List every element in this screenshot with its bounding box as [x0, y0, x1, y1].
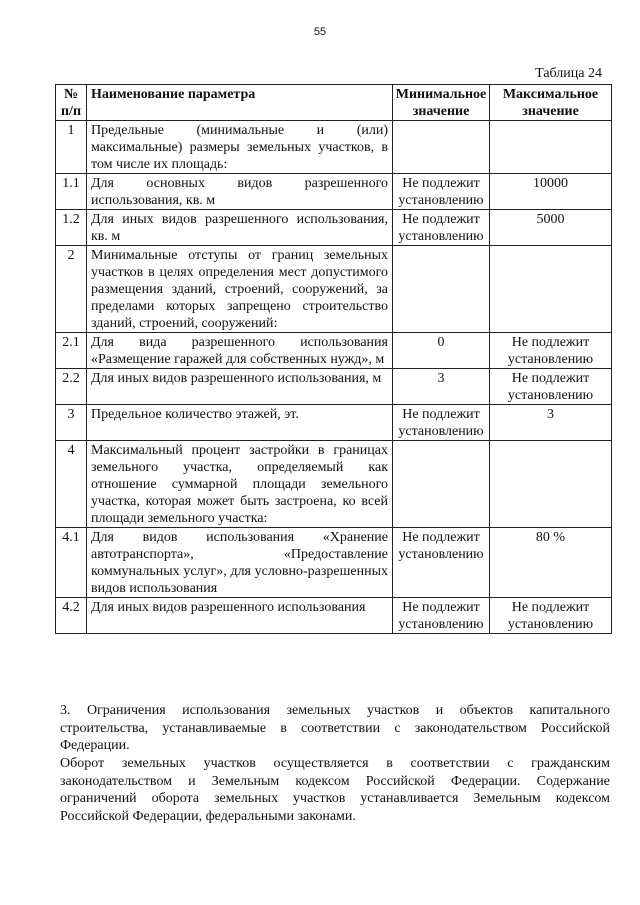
row-name: Для видов использования «Хранение автотранспорта», «Предоставление коммунальных услуг», для условно-разрешенных видов использования	[87, 528, 393, 598]
row-max	[490, 246, 612, 333]
row-num: 2	[56, 246, 87, 333]
header-max: Максимальное значение	[490, 85, 612, 121]
row-min: Не подлежит установлению	[393, 598, 490, 634]
row-min: Не подлежит установлению	[393, 528, 490, 598]
row-name: Для иных видов разрешенного использования	[87, 598, 393, 634]
table-row	[56, 369, 612, 405]
header-num: № п/п	[56, 85, 87, 121]
row-max: Не подлежит установлению	[490, 369, 612, 405]
row-max: 80 %	[490, 528, 612, 598]
row-max: Не подлежит установлению	[490, 598, 612, 634]
row-name: Для иных видов разрешенного использования, м	[87, 369, 393, 405]
row-min: 0	[393, 333, 490, 369]
row-num: 3	[56, 405, 87, 441]
row-num: 2.1	[56, 333, 87, 369]
row-max: 5000	[490, 210, 612, 246]
table-row	[56, 528, 612, 598]
row-name: Максимальный процент застройки в границах земельного участка, определяемый как отношение суммарной площади земельного участка, которая может быть застроена, ко всей площади земельного участка:	[87, 441, 393, 528]
row-min	[393, 441, 490, 528]
row-num: 1	[56, 121, 87, 174]
table-row	[56, 210, 612, 246]
row-num: 4.2	[56, 598, 87, 634]
table-row	[56, 441, 612, 528]
row-num: 4	[56, 441, 87, 528]
row-name: Предельные (минимальные и (или) максимальные) размеры земельных участков, в том числе их площадь:	[87, 121, 393, 174]
header-name: Наименование параметра	[87, 85, 393, 121]
row-max: Не подлежит установлению	[490, 333, 612, 369]
table-row	[56, 405, 612, 441]
row-name: Предельное количество этажей, эт.	[87, 405, 393, 441]
row-max	[490, 121, 612, 174]
page-number: 55	[313, 26, 327, 38]
header-min: Минимальное значение	[393, 85, 490, 121]
table-row	[56, 174, 612, 210]
paragraph-restrictions: 3. Ограничения использования земельных участков и объектов капитального строительства, устанавливаемые в соответствии с законодательством Российской Федерации.	[60, 703, 610, 753]
row-num: 1.2	[56, 210, 87, 246]
row-num: 2.2	[56, 369, 87, 405]
row-name: Для основных видов разрешенного использования, кв. м	[87, 174, 393, 210]
table-row	[56, 598, 612, 634]
row-min: Не подлежит установлению	[393, 174, 490, 210]
paragraph-turnover: Оборот земельных участков осуществляется в соответствии с гражданским законодательством и Земельным кодексом Российской Федерации. Содержание ограничений оборота земельных участков устанавливается Земельным кодексом Российской Федерации, федеральными законами.	[60, 756, 610, 824]
row-num: 1.1	[56, 174, 87, 210]
row-num: 4.1	[56, 528, 87, 598]
row-max: 10000	[490, 174, 612, 210]
row-min: Не подлежит установлению	[393, 210, 490, 246]
row-min: Не подлежит установлению	[393, 405, 490, 441]
table-row	[56, 121, 612, 174]
row-name: Для иных видов разрешенного использования, кв. м	[87, 210, 393, 246]
row-min	[393, 246, 490, 333]
table-caption: Таблица 24	[535, 66, 602, 81]
row-name: Минимальные отступы от границ земельных участков в целях определения мест допустимого размещения зданий, строений, сооружений, за пределами которых запрещено строительство зданий, строений, сооружений:	[87, 246, 393, 333]
table-row	[56, 333, 612, 369]
table-row	[56, 246, 612, 333]
row-min	[393, 121, 490, 174]
row-max	[490, 441, 612, 528]
row-name: Для вида разрешенного использования «Размещение гаражей для собственных нужд», м	[87, 333, 393, 369]
table-header-row	[56, 85, 612, 121]
row-min: 3	[393, 369, 490, 405]
row-max: 3	[490, 405, 612, 441]
parameters-table	[55, 84, 612, 634]
